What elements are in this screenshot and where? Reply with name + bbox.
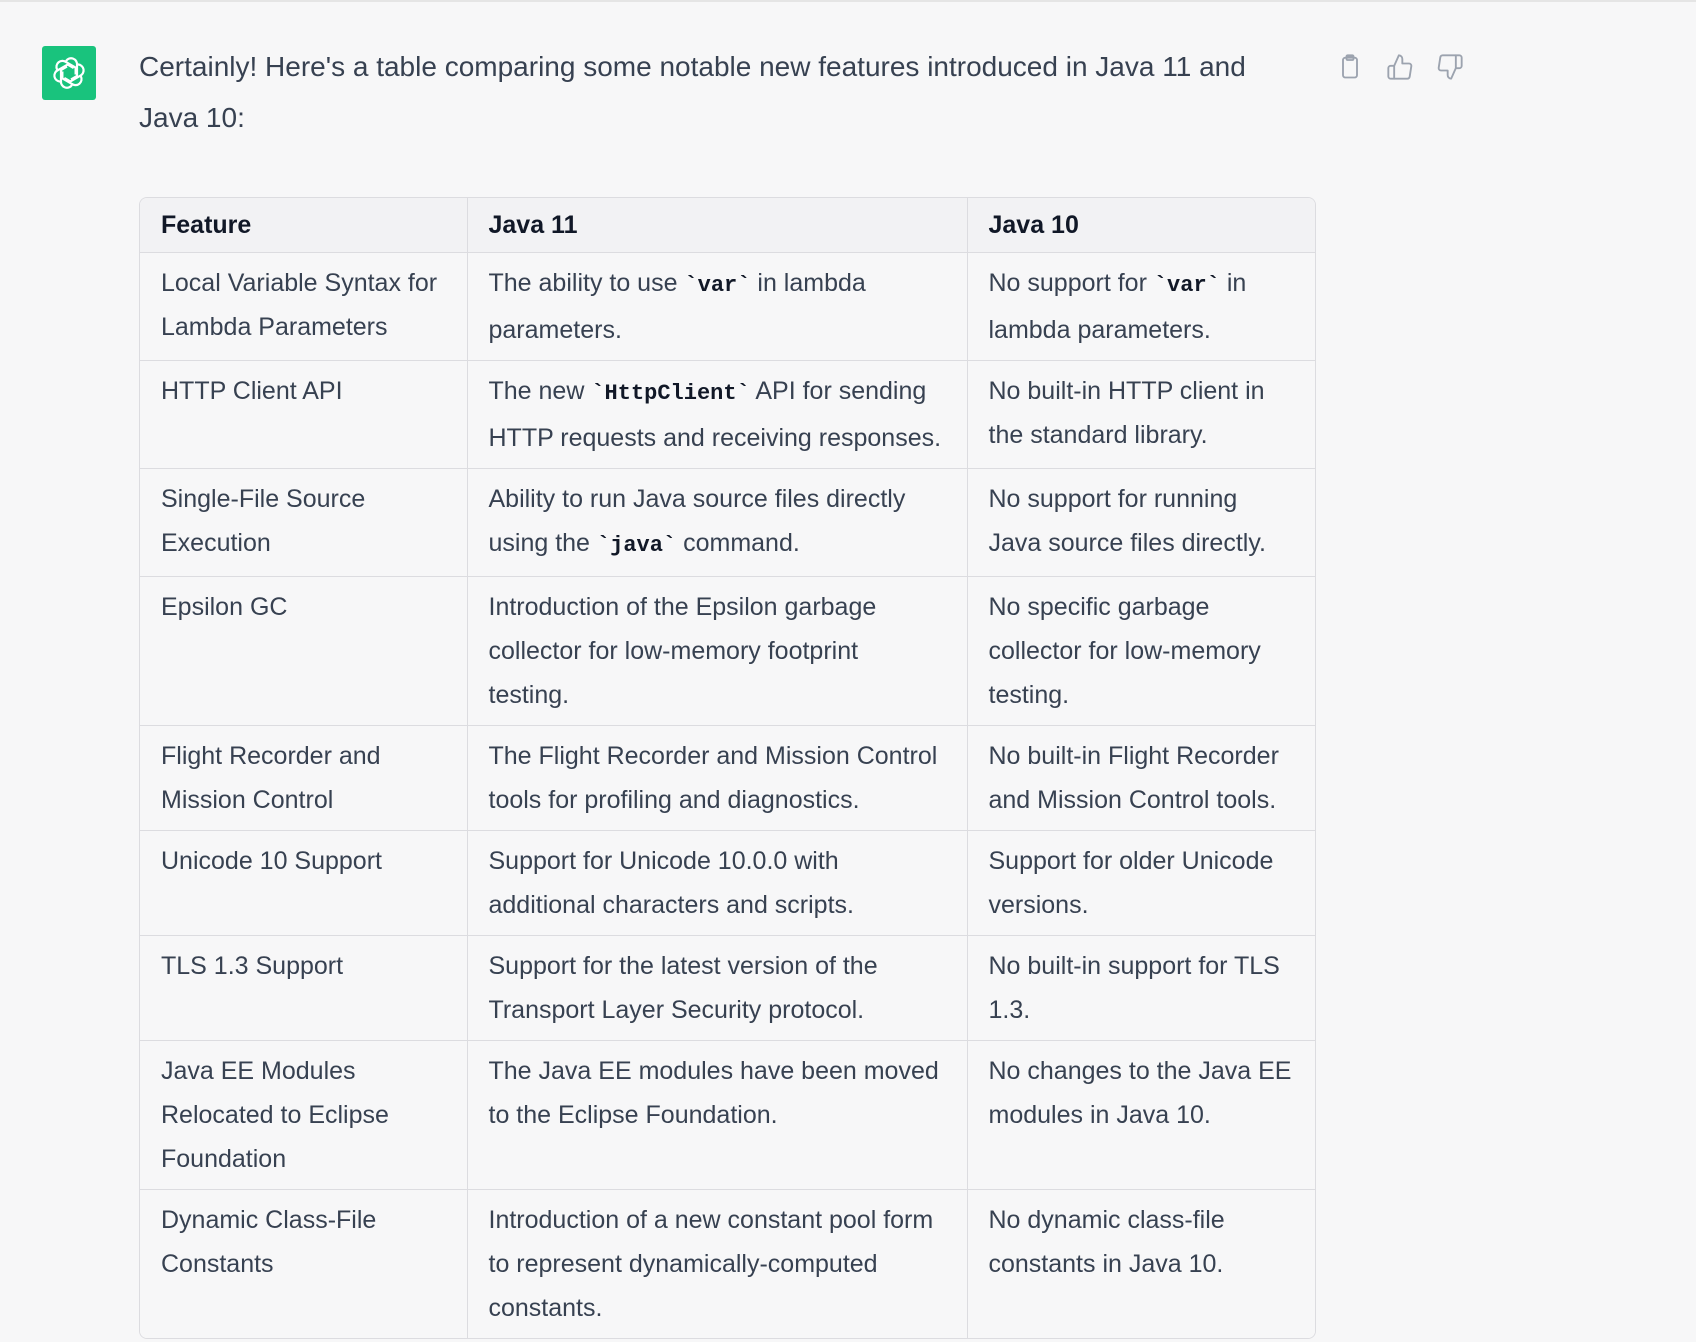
cell-text: Support for older Unicode versions. [988,847,1274,919]
table-row [140,577,1315,726]
cell-text: No built-in Flight Recorder and Mission Control tools. [988,742,1279,814]
inline-code: `var` [1153,273,1220,298]
cell-text: No built-in support for TLS 1.3. [988,952,1280,1024]
cell-text: No dynamic class-file constants in Java 10. [988,1206,1225,1278]
message-actions [1336,52,1464,82]
cell-java-11 [467,577,967,726]
table-header-row [140,198,1315,253]
cell-java-11 [467,253,967,361]
cell-java-11 [467,726,967,831]
clipboard-icon [1336,53,1364,81]
comparison-table [140,198,1315,1338]
cell-java-10 [967,577,1315,726]
cell-feature: Epsilon GC [140,577,467,726]
cell-feature: TLS 1.3 Support [140,936,467,1041]
cell-text: No built-in HTTP client in the standard library. [988,377,1265,449]
inline-code: `java` [596,533,677,558]
cell-java-10 [967,1190,1315,1339]
cell-java-10 [967,936,1315,1041]
cell-feature: Flight Recorder and Mission Control [140,726,467,831]
table-row [140,726,1315,831]
cell-text: in lambda parameters. [488,269,866,344]
table-body [140,253,1315,1339]
openai-logo-icon [49,53,89,93]
cell-feature: Dynamic Class-File Constants [140,1190,467,1339]
thumbs-up-icon [1386,53,1414,81]
cell-text: The new [488,377,592,405]
cell-feature: Java EE Modules Relocated to Eclipse Foundation [140,1041,467,1190]
cell-text: No support for [988,269,1154,297]
cell-text: Introduction of the Epsilon garbage collector for low-memory footprint testing. [488,593,877,709]
cell-java-11 [467,831,967,936]
cell-java-11 [467,1041,967,1190]
copy-button[interactable] [1336,52,1364,82]
assistant-message [139,46,1319,148]
table-row [140,253,1315,361]
inline-code: `var` [684,273,751,298]
table-row [140,469,1315,577]
cell-text: Support for Unicode 10.0.0 with additional characters and scripts. [488,847,854,919]
cell-java-10 [967,469,1315,577]
cell-text: The Flight Recorder and Mission Control tools for profiling and diagnostics. [488,742,938,814]
table-row [140,831,1315,936]
top-divider [0,0,1696,2]
message-intro-text: Certainly! Here's a table comparing some notable new features introduced in Java 11 and Java 10: [139,51,1246,133]
cell-java-10 [967,1041,1315,1190]
cell-java-10 [967,831,1315,936]
inline-code: `HttpClient` [591,381,750,406]
table-row [140,1190,1315,1339]
cell-feature: Single-File Source Execution [140,469,467,577]
thumbs-up-button[interactable] [1386,52,1414,82]
cell-java-10 [967,726,1315,831]
header-java-10: Java 10 [967,198,1315,253]
cell-text: The ability to use [488,269,685,297]
cell-feature: HTTP Client API [140,361,467,469]
cell-text: No support for running Java source files directly. [988,485,1266,557]
cell-text: Introduction of a new constant pool form to represent dynamically-computed constants. [488,1206,934,1322]
cell-java-11 [467,936,967,1041]
cell-java-11 [467,361,967,469]
cell-text: The Java EE modules have been moved to the Eclipse Foundation. [488,1057,939,1129]
cell-text: in lambda parameters. [988,269,1247,344]
cell-text: No specific garbage collector for low-memory testing. [988,593,1261,709]
header-feature: Feature [140,198,467,253]
cell-text: API for sending HTTP requests and receiving responses. [488,377,942,452]
table-row [140,936,1315,1041]
thumbs-down-button[interactable] [1436,52,1464,82]
cell-text: Support for the latest version of the Transport Layer Security protocol. [488,952,878,1024]
header-java-11: Java 11 [467,198,967,253]
table-row [140,361,1315,469]
cell-java-11 [467,1190,967,1339]
cell-text: Ability to run Java source files directly using the [488,485,906,557]
cell-text: No changes to the Java EE modules in Java 10. [988,1057,1292,1129]
comparison-table-container [139,197,1316,1339]
cell-java-10 [967,253,1315,361]
cell-text: command. [676,529,800,557]
thumbs-down-icon [1436,53,1464,81]
table-row [140,1041,1315,1190]
cell-feature: Unicode 10 Support [140,831,467,936]
cell-feature: Local Variable Syntax for Lambda Parameters [140,253,467,361]
assistant-avatar [42,46,96,100]
cell-java-10 [967,361,1315,469]
cell-java-11 [467,469,967,577]
